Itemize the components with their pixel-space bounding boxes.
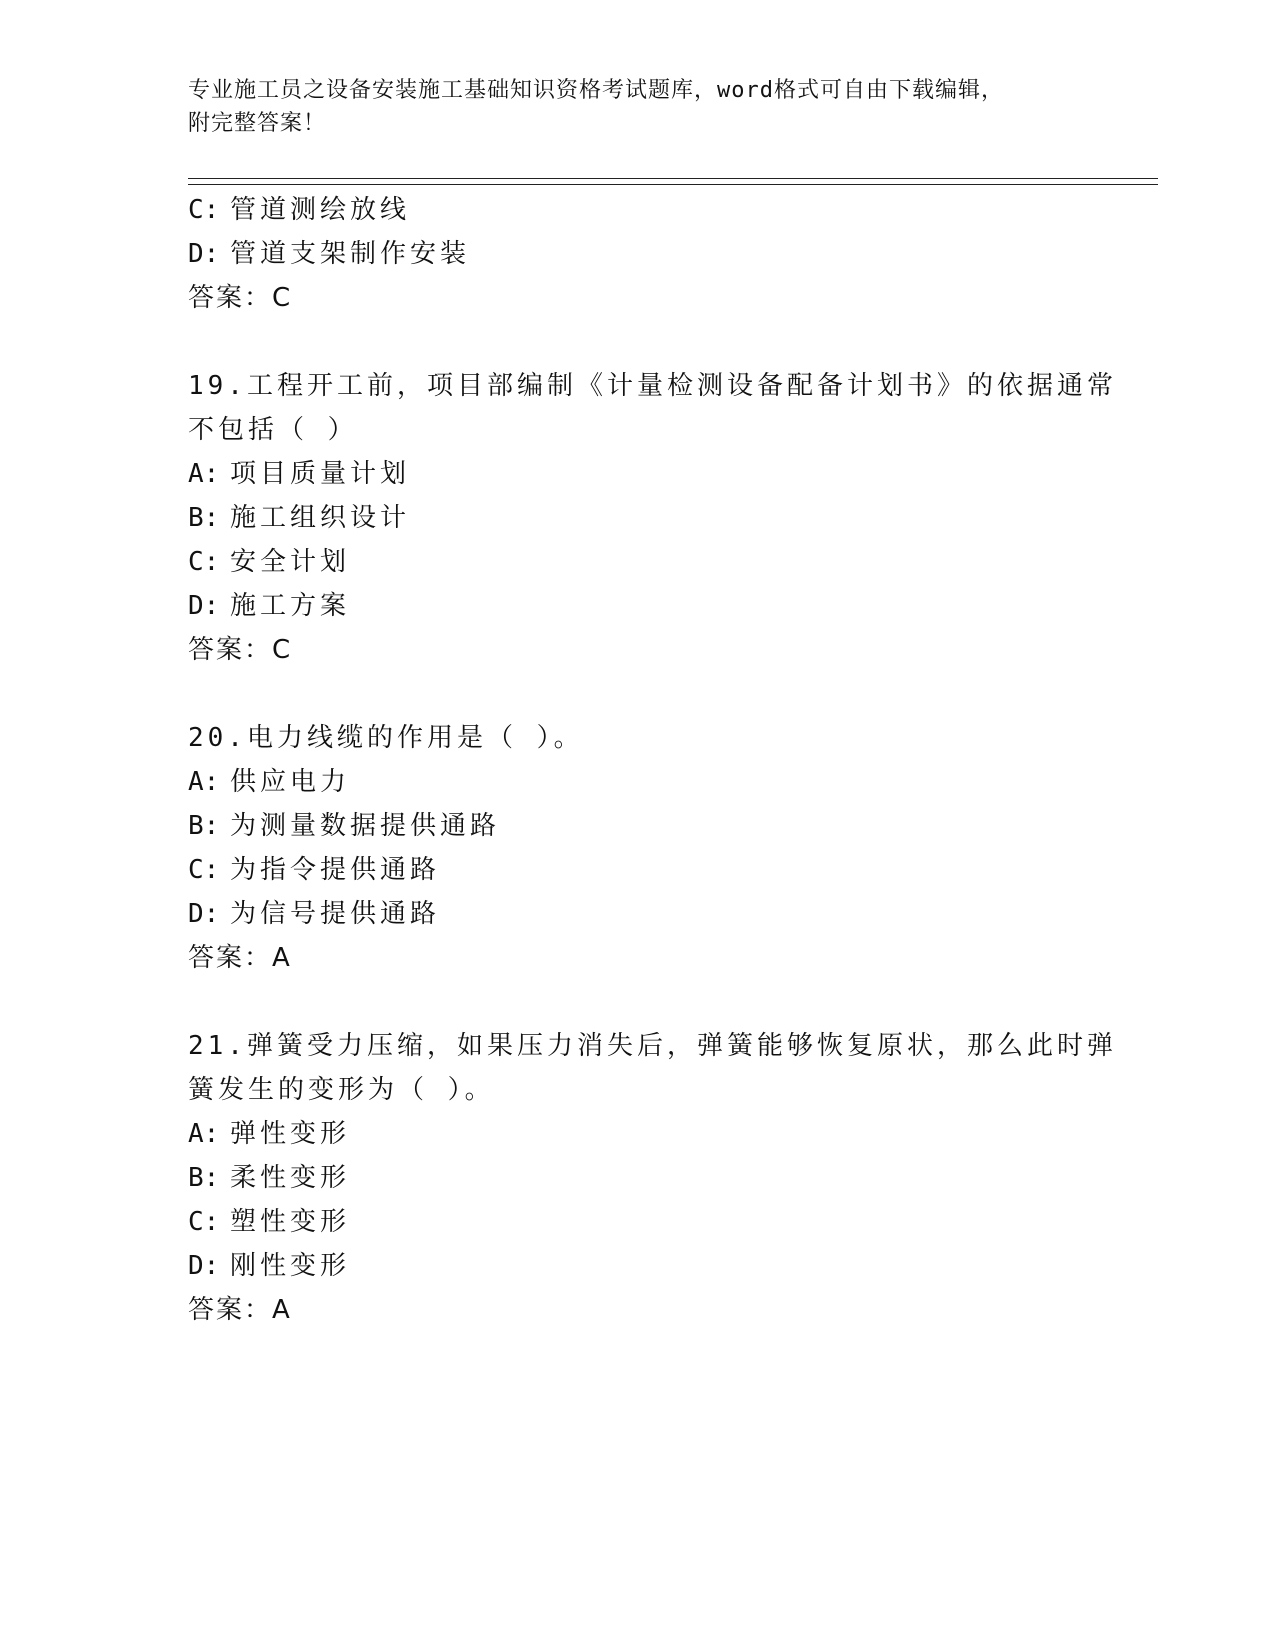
option-line (188, 854, 440, 886)
option-line (188, 502, 410, 534)
question-stem: 20.电力线缆的作用是（ ）。 (188, 723, 584, 753)
option-letter: D: (188, 899, 220, 929)
document-header (188, 74, 1088, 140)
option-text: 刚性变形 (230, 1251, 351, 1281)
option-text: 为测量数据提供通路 (230, 811, 501, 841)
option-line (188, 810, 500, 842)
option-letter: A: (188, 1119, 220, 1149)
option-line (188, 766, 350, 798)
option-text: 为指令提供通路 (230, 855, 441, 885)
option-line (188, 194, 410, 226)
option-line (188, 1118, 350, 1150)
option-letter: C: (188, 855, 220, 885)
option-text: 管道支架制作安装 (230, 239, 471, 269)
option-text: 为信号提供通路 (230, 899, 441, 929)
option-letter: D: (188, 591, 220, 621)
option-line (188, 546, 350, 578)
header-line-2: 附完整答案！ (188, 111, 327, 136)
option-text: 施工方案 (230, 591, 351, 621)
option-line (188, 590, 350, 622)
option-line (188, 1250, 350, 1282)
option-text: 供应电力 (230, 767, 351, 797)
option-letter: D: (188, 1251, 220, 1281)
option-text: 弹性变形 (230, 1119, 351, 1149)
question-stem: 19.工程开工前，项目部编制《计量检测设备配备计划书》的依据通常 (188, 371, 1117, 401)
answer-line: 答案：A (188, 943, 292, 973)
option-line (188, 238, 470, 270)
option-text: 安全计划 (230, 547, 351, 577)
option-line (188, 1206, 350, 1238)
option-line (188, 1162, 350, 1194)
header-line-1: 专业施工员之设备安装施工基础知识资格考试题库，word格式可自由下载编辑， (188, 78, 1004, 103)
header-divider-bottom (188, 184, 1158, 185)
option-letter: C: (188, 1207, 220, 1237)
question-stem: 21.弹簧受力压缩，如果压力消失后，弹簧能够恢复原状，那么此时弹 (188, 1031, 1117, 1061)
option-text: 柔性变形 (230, 1163, 351, 1193)
option-letter: D: (188, 239, 220, 269)
question-stem-continued: 不包括（ ） (188, 415, 358, 445)
option-letter: C: (188, 547, 220, 577)
option-line (188, 898, 440, 930)
option-letter: B: (188, 1163, 220, 1193)
answer-line: 答案：C (188, 283, 293, 313)
option-text: 塑性变形 (230, 1207, 351, 1237)
option-letter: B: (188, 811, 220, 841)
option-letter: A: (188, 767, 220, 797)
option-letter: B: (188, 503, 220, 533)
answer-line: 答案：C (188, 635, 293, 665)
option-letter: A: (188, 459, 220, 489)
question-stem-continued: 簧发生的变形为（ ）。 (188, 1075, 495, 1105)
header-divider-top (188, 178, 1158, 179)
option-text: 管道测绘放线 (230, 195, 411, 225)
answer-line: 答案：A (188, 1295, 292, 1325)
option-line (188, 458, 410, 490)
option-text: 项目质量计划 (230, 459, 411, 489)
option-letter: C: (188, 195, 220, 225)
option-text: 施工组织设计 (230, 503, 411, 533)
